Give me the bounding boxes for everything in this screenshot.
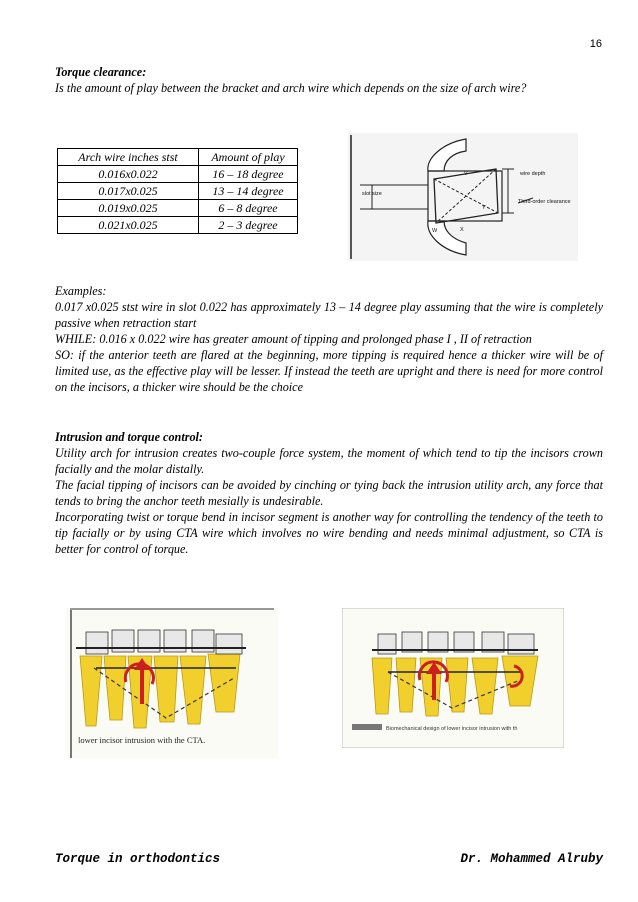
page-footer	[55, 852, 603, 866]
page-number: 16	[589, 38, 602, 50]
example-line: 0.017 x0.025 stst wire in slot 0.022 has approximately 13 – 14 degree play assuming that the wire is completely passive when retraction start	[55, 300, 603, 330]
right-figure-caption: Biomechanical design of lower incisor intrusion with th	[386, 726, 518, 732]
table-cell: 0.019x0.025	[58, 200, 199, 217]
torque-clearance-diagram	[348, 133, 578, 261]
left-figure-caption: lower incisor intrusion with the CTA.	[78, 735, 206, 745]
table-cell: 16 – 18 degree	[199, 166, 298, 183]
biomechanical-design-figure	[342, 608, 564, 748]
example-line: SO: if the anterior teeth are flared at the beginning, more tipping is required hence a thicker wire will be of limited use, as the effective play will be lesser. If instead the teeth are upright and there is need for more control on the incisors, a thicker wire should be the choice	[55, 348, 603, 394]
table-header-cell: Amount of play	[199, 149, 298, 166]
table-row	[58, 217, 298, 234]
footer-author: Dr. Mohammed Alruby	[460, 852, 603, 866]
intrusion-paragraph: Incorporating twist or torque bend in incisor segment is another way for controlling the tendency of the teeth to tip facially or by using CTA wire which involves no wire bending and needs minimal adjustment, so CTA is better for control of torque.	[55, 510, 603, 556]
examples-heading: Examples:	[55, 284, 107, 298]
table-header-row	[58, 149, 298, 166]
example-line: WHILE: 0.016 x 0.022 wire has greater amount of tipping and prolonged phase I , II of retraction	[55, 332, 532, 346]
torque-clearance-definition: Is the amount of play between the bracket and arch wire which depends on the size of arch wire?	[55, 81, 527, 95]
footer-title: Torque in orthodontics	[55, 852, 221, 866]
table-cell: 6 – 8 degree	[199, 200, 298, 217]
intrusion-heading: Intrusion and torque control:	[55, 430, 203, 444]
cta-intrusion-figure	[66, 608, 278, 758]
torque-clearance-heading: Torque clearance:	[55, 65, 147, 79]
table-row	[58, 200, 298, 217]
table-cell: 0.017x0.025	[58, 183, 199, 200]
table-row	[58, 183, 298, 200]
intrusion-paragraph: Utility arch for intrusion creates two-couple force system, the moment of which tend to tip the incisors crown facially and the molar distally.	[55, 446, 603, 476]
table-cell: 13 – 14 degree	[199, 183, 298, 200]
intrusion-section	[55, 429, 603, 557]
label-y: Y	[482, 205, 486, 211]
table-cell: 0.021x0.025	[58, 217, 199, 234]
label-x: X	[460, 227, 464, 233]
table-cell: 2 – 3 degree	[199, 217, 298, 234]
examples-section	[55, 283, 603, 395]
slot-size-label: slot size	[362, 191, 382, 197]
wire-play-table	[57, 148, 298, 234]
wire-depth-label: wire depth	[520, 171, 546, 177]
label-v: V	[464, 171, 468, 177]
table-row	[58, 166, 298, 183]
torque-clearance-section	[55, 64, 603, 96]
third-order-clearance-label: Third-order clearance	[518, 199, 571, 205]
intrusion-paragraph: The facial tipping of incisors can be avoided by cinching or tying back the intrusion utility arch, any force that tends to bring the anchor teeth mesially is undesirable.	[55, 478, 603, 508]
table-header-cell: Arch wire inches stst	[58, 149, 199, 166]
table-cell: 0.016x0.022	[58, 166, 199, 183]
label-w: W	[432, 228, 438, 234]
